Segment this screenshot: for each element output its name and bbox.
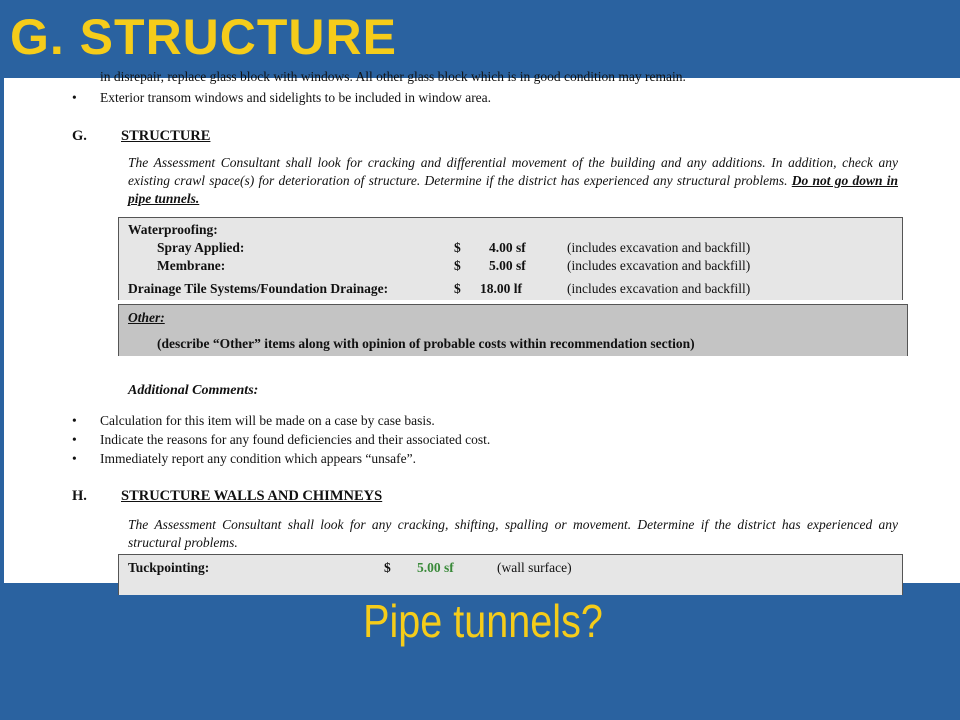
tuckpointing-table (118, 554, 903, 595)
bullet-icon: • (72, 90, 77, 105)
other-text: (describe “Other” items along with opinion of probable costs within recommendation section) (157, 336, 695, 351)
section-h-paragraph: The Assessment Consultant shall look for any cracking, shifting, spalling or movement. Determine if the district has experienced any structural problems. (128, 517, 898, 550)
section-g-paragraph (128, 154, 898, 208)
bullet-icon: • (72, 451, 77, 466)
cost-table (118, 217, 903, 300)
list-item (72, 451, 417, 467)
list-item-text: Exterior transom windows and sidelights to be included in window area. (100, 90, 492, 105)
list-item-text: Calculation for this item will be made on a case by case basis. (100, 413, 435, 428)
cost-row-currency: $ (454, 258, 461, 273)
document-page (4, 69, 960, 583)
cost-row-note: (includes excavation and backfill) (567, 240, 751, 255)
cost-table-heading: Waterproofing: (128, 222, 218, 237)
cost-row-currency: $ (454, 281, 461, 296)
cost-row-note: (includes excavation and backfill) (567, 281, 751, 296)
cost-row-currency: $ (384, 560, 391, 575)
other-box (118, 304, 908, 356)
cost-row-amount: 4.00 sf (489, 240, 526, 255)
cost-row-label: Drainage Tile Systems/Foundation Drainage: (128, 281, 389, 296)
additional-comments-heading: Additional Comments: (128, 383, 259, 398)
cost-row-amount: 5.00 sf (489, 258, 526, 273)
cost-row-note: (includes excavation and backfill) (567, 258, 751, 273)
list-item (72, 413, 435, 429)
cost-row-label: Spray Applied: (157, 240, 245, 255)
cost-row-note: (wall surface) (497, 560, 572, 575)
list-item (72, 90, 492, 106)
pipe-tunnel-warning: Do not go down in pipe tunnels. (128, 173, 899, 206)
cost-row-amount: 5.00 sf (417, 560, 454, 575)
slide-title: G. STRUCTURE (10, 9, 397, 65)
section-g-letter: G. (72, 128, 87, 144)
list-item (72, 432, 491, 448)
cost-row-label: Membrane: (157, 258, 226, 273)
section-g-title: STRUCTURE (121, 128, 211, 144)
cut-off-text-line: in disrepair, replace glass block with windows. All other glass block which is in good condition may remain. (100, 69, 686, 84)
list-item-text: Indicate the reasons for any found deficiencies and their associated cost. (100, 432, 491, 447)
list-item-text: Immediately report any condition which appears “unsafe”. (100, 451, 417, 466)
section-h-letter: H. (72, 488, 87, 504)
cost-row-amount: 18.00 lf (480, 281, 522, 296)
paragraph-text: The Assessment Consultant shall look for cracking and differential movement of the building and any additions. In addition, check any existing crawl space(s) for deterioration of structure. Determine if the district has experienced any structural problems. (128, 155, 898, 188)
cost-row-currency: $ (454, 240, 461, 255)
section-h-title: STRUCTURE WALLS AND CHIMNEYS (121, 488, 383, 504)
slide-caption: Pipe tunnels? (363, 595, 603, 647)
other-heading: Other: (128, 310, 165, 325)
cost-row-label: Tuckpointing: (128, 560, 210, 575)
bullet-icon: • (72, 413, 77, 428)
bullet-icon: • (72, 432, 77, 447)
